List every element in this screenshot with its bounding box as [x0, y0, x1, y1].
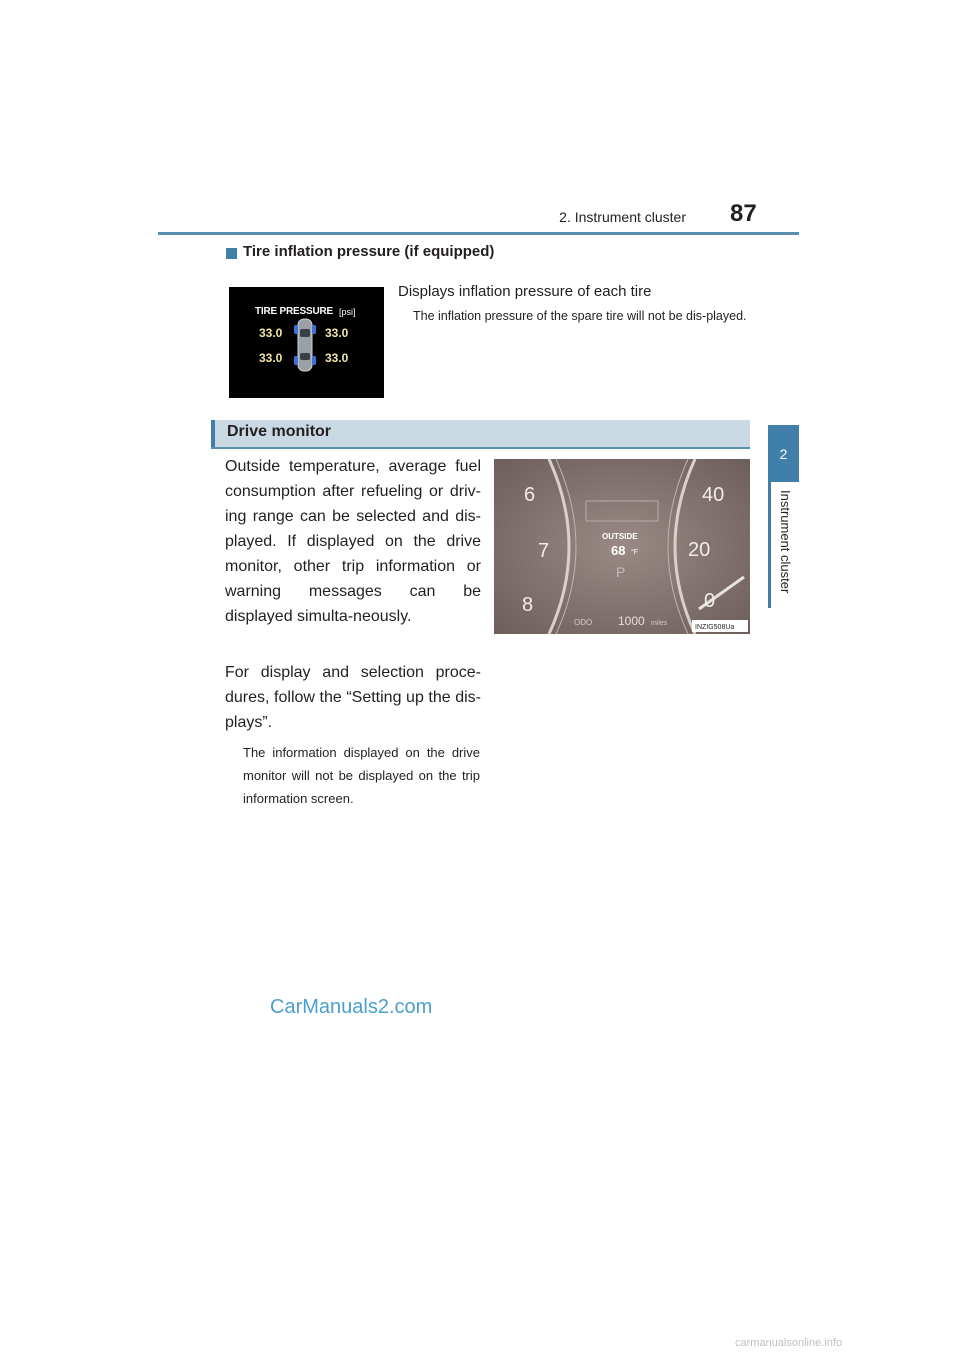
tire-front-left-value: 33.0 [259, 326, 283, 340]
image-code: INZIG508Ua [695, 624, 735, 631]
drive-monitor-heading-bar [211, 420, 750, 448]
tire-pressure-unit: [psi] [339, 307, 356, 317]
tire-pressure-note: The inflation pressure of the spare tire will not be dis-played. [413, 309, 747, 323]
outside-label: OUTSIDE [602, 532, 638, 541]
chapter-tab [768, 425, 799, 482]
speed-label-40: 40 [702, 484, 725, 506]
tire-rear-left-value: 33.0 [259, 351, 283, 365]
chapter-tab-rule [768, 482, 771, 608]
speed-label-0: 0 [704, 590, 716, 612]
tire-pressure-display [229, 287, 384, 398]
heading-underline [211, 447, 750, 449]
drive-monitor-note: The information displayed on the drive monitor will not be displayed on the trip information screen. [243, 745, 480, 806]
drive-monitor-paragraph-1: Outside temperature, average fuel consumption after refueling or driv-ing range can be selected and dis-played. If displayed on the drive monitor, other trip information or warning messages can be displayed simulta-neously. [225, 458, 481, 625]
tach-label-7: 7 [538, 540, 550, 562]
odo-value: 1000 [618, 614, 645, 628]
chapter-tab-number: 2 [779, 445, 788, 462]
tire-pressure-heading: Tire inflation pressure (if equipped) [243, 243, 495, 260]
outside-temp-value: 68 [611, 543, 626, 558]
speed-label-20: 20 [688, 539, 711, 561]
odo-label: ODO [574, 618, 593, 627]
header-rule [158, 232, 799, 235]
chapter-tab-label: Instrument cluster [778, 490, 793, 594]
tire-pressure-title: TIRE PRESSURE [255, 306, 333, 317]
drive-monitor-heading: Drive monitor [227, 423, 332, 440]
outside-temp-unit: °F [631, 549, 639, 556]
drive-monitor-paragraph-2: For display and selection proce-dures, follow the “Setting up the dis-plays”. [225, 664, 481, 731]
car-topview-icon [293, 315, 317, 375]
watermark-text: CarManuals2.com [270, 996, 433, 1018]
square-bullet-icon [226, 248, 237, 259]
tire-rear-right-value: 33.0 [325, 351, 349, 365]
footer-watermark: carmanualsonline.info [735, 1337, 843, 1349]
tach-label-8: 8 [522, 594, 534, 616]
tire-pressure-description: Displays inflation pressure of each tire [398, 283, 652, 300]
instrument-cluster-photo [494, 459, 750, 634]
tach-label-6: 6 [524, 484, 536, 506]
running-header-section: 2. Instrument cluster [559, 209, 686, 225]
page-number: 87 [730, 200, 757, 227]
odo-unit: miles [651, 620, 668, 627]
gear-indicator: P [616, 564, 626, 580]
tire-front-right-value: 33.0 [325, 326, 349, 340]
cluster-graphic [494, 459, 750, 634]
